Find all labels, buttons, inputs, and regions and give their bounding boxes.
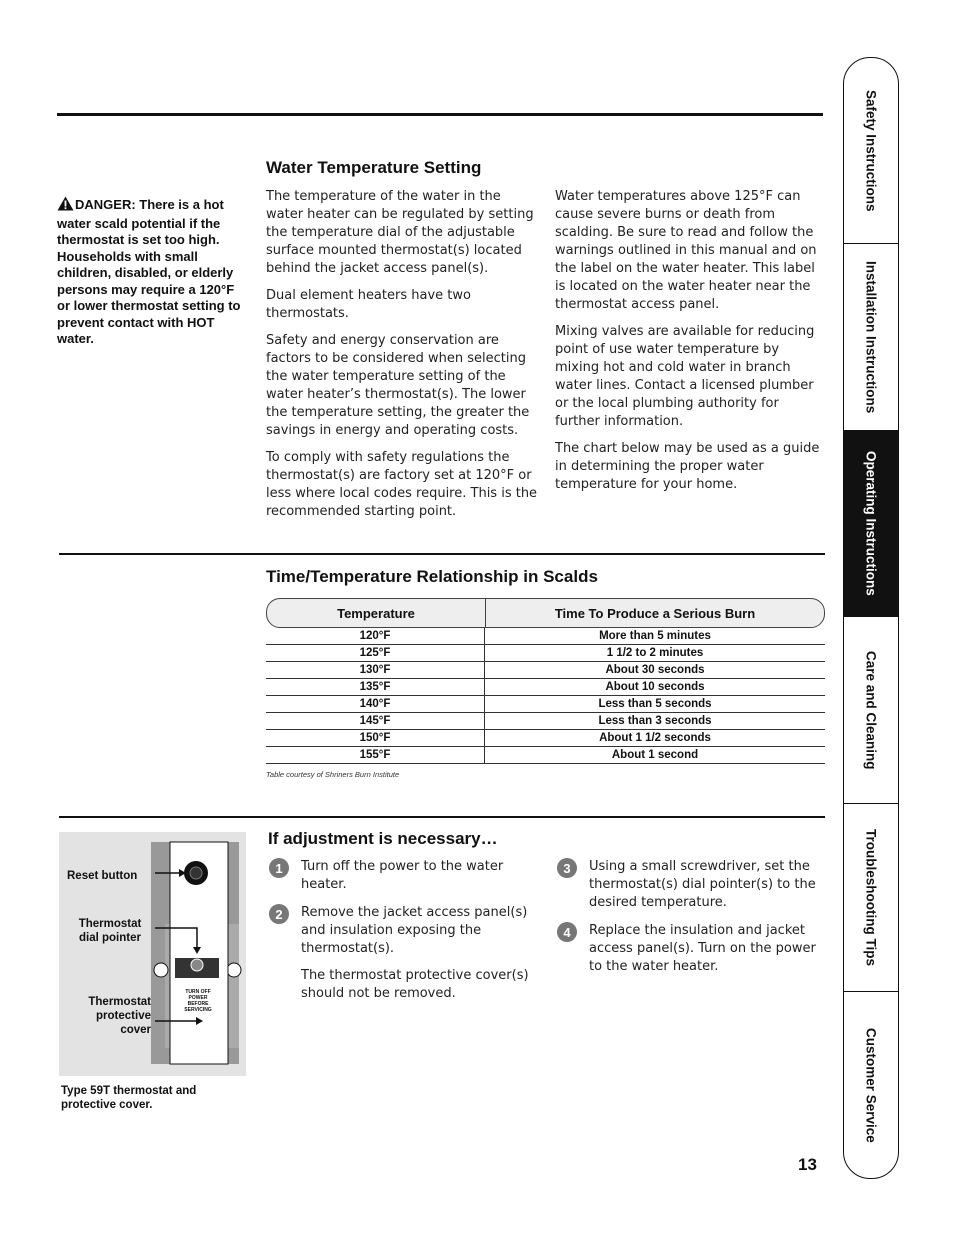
time-cell: 1 1/2 to 2 minutes bbox=[606, 647, 704, 659]
device-warning-text: TURN OFF POWER BEFORE SERVICING bbox=[184, 989, 212, 1013]
thermostat-figure bbox=[59, 832, 246, 1076]
step-number: 2 bbox=[269, 904, 289, 924]
time-cell: About 30 seconds bbox=[605, 664, 705, 676]
step-note: The thermostat protective cover(s) should not be removed. bbox=[301, 968, 529, 1001]
temp-cell: 140°F bbox=[266, 696, 485, 712]
table-row bbox=[266, 662, 825, 679]
tab-label: Safety Instructions bbox=[863, 89, 879, 212]
warning-triangle-icon bbox=[57, 196, 74, 216]
dial-pointer-label: Thermostat dial pointer bbox=[78, 918, 142, 944]
danger-text: There is a hot water scald potential if the thermostat is set too high. Households with small children, disabled, or elderly persons may require a 120°F or lower thermostat setting to prevent contact with HOT water. bbox=[57, 197, 241, 346]
temp-cell: 135°F bbox=[266, 679, 485, 695]
adjust-heading: If adjustment is necessary… bbox=[268, 829, 498, 848]
tab-label: Care and Cleaning bbox=[863, 650, 879, 770]
step-3 bbox=[557, 858, 827, 912]
table-courtesy: Table courtesy of Shriners Burn Institute bbox=[266, 770, 400, 779]
temp-cell: 130°F bbox=[266, 662, 485, 678]
table-row bbox=[266, 679, 825, 696]
paragraph: Water temperatures above 125°F can cause severe burns or death from scalding. Be sure to read and follow the warnings outlined in this manual and on the label on the water heater. This label is located on the water heater near the thermostat access panel. bbox=[555, 189, 817, 312]
temp-cell: 150°F bbox=[266, 730, 485, 746]
paragraph: Mixing valves are available for reducing point of use water temperature by mixing hot and cold water in branch water lines. Contact a licensed plumber or the local plumbing authority for further information. bbox=[555, 324, 815, 429]
paragraph: Dual element heaters have two thermostats. bbox=[266, 288, 471, 321]
table-body bbox=[266, 628, 825, 764]
paragraph: Safety and energy conservation are factors to be considered when selecting the water temperature setting of the water heater’s thermostat(s). The lower the temperature setting, the greater the savings in energy and operating costs. bbox=[266, 333, 530, 438]
time-cell: About 1 1/2 seconds bbox=[599, 732, 711, 744]
step-text: Replace the insulation and jacket access panel(s). Turn on the power to the water heater. bbox=[589, 923, 816, 974]
section-rule bbox=[59, 816, 825, 818]
scald-heading: Time/Temperature Relationship in Scalds bbox=[266, 567, 598, 586]
col-temperature: Temperature bbox=[267, 599, 486, 627]
tab-installation-instructions[interactable] bbox=[844, 244, 898, 430]
water-temp-heading: Water Temperature Setting bbox=[266, 158, 482, 177]
water-temp-col1 bbox=[266, 188, 538, 530]
step-1 bbox=[269, 858, 541, 894]
tab-label: Installation Instructions bbox=[863, 260, 879, 414]
paragraph: The chart below may be used as a guide in determining the proper water temperature for your home. bbox=[555, 441, 820, 492]
time-cell: Less than 5 seconds bbox=[598, 698, 712, 710]
temp-cell: 125°F bbox=[266, 645, 485, 661]
tab-troubleshooting-tips[interactable] bbox=[844, 804, 898, 991]
page-number: 13 bbox=[798, 1155, 817, 1174]
table-row bbox=[266, 645, 825, 662]
step-2 bbox=[269, 904, 541, 1003]
time-cell: Less than 3 seconds bbox=[598, 715, 712, 727]
tab-label: Operating Instructions bbox=[863, 451, 879, 596]
tab-label: Troubleshooting Tips bbox=[863, 829, 879, 966]
tab-label: Customer Service bbox=[863, 1027, 879, 1143]
table-row bbox=[266, 696, 825, 713]
step-text: Turn off the power to the water heater. bbox=[301, 859, 504, 892]
danger-label: DANGER: bbox=[75, 197, 136, 212]
temp-cell: 120°F bbox=[266, 628, 485, 644]
step-number: 4 bbox=[557, 922, 577, 942]
table-row bbox=[266, 747, 825, 764]
step-text: Remove the jacket access panel(s) and insulation exposing the thermostat(s). bbox=[301, 905, 528, 956]
time-cell: About 1 second bbox=[611, 749, 699, 761]
table-row bbox=[266, 628, 825, 645]
figure-caption: Type 59T thermostat and protective cover. bbox=[61, 1085, 197, 1111]
reset-button-label: Reset button bbox=[67, 870, 138, 882]
step-number: 1 bbox=[269, 858, 289, 878]
paragraph: To comply with safety regulations the thermostat(s) are factory set at 120°F or less where local codes require. This is the recommended starting point. bbox=[266, 450, 538, 519]
table-row bbox=[266, 730, 825, 747]
time-cell: More than 5 minutes bbox=[599, 630, 711, 642]
step-text: Using a small screwdriver, set the thermostat(s) dial pointer(s) to the desired temperature. bbox=[589, 859, 816, 910]
section-sidebar bbox=[843, 57, 899, 1179]
section-rule bbox=[59, 553, 825, 555]
temp-cell: 145°F bbox=[266, 713, 485, 729]
tab-care-and-cleaning[interactable] bbox=[844, 617, 898, 803]
tab-operating-instructions[interactable] bbox=[844, 430, 898, 617]
tab-customer-service[interactable] bbox=[844, 992, 898, 1178]
step-body bbox=[301, 904, 541, 1003]
scald-table bbox=[266, 598, 825, 764]
step-4 bbox=[557, 922, 827, 976]
danger-warning bbox=[57, 196, 245, 348]
table-header bbox=[266, 598, 825, 628]
top-rule bbox=[57, 113, 823, 116]
water-temp-col2 bbox=[555, 188, 827, 503]
col-burn-time: Time To Produce a Serious Burn bbox=[554, 605, 756, 621]
tab-safety-instructions[interactable] bbox=[844, 58, 898, 243]
temp-cell: 155°F bbox=[266, 747, 485, 763]
protective-cover-label: Thermostat protective cover bbox=[88, 996, 151, 1036]
step-number: 3 bbox=[557, 858, 577, 878]
paragraph: The temperature of the water in the water heater can be regulated by setting the temperature dial of the adjustable surface mounted thermostat(s) located behind the jacket access panel(s). bbox=[266, 189, 534, 276]
time-cell: About 10 seconds bbox=[605, 681, 705, 693]
table-row bbox=[266, 713, 825, 730]
